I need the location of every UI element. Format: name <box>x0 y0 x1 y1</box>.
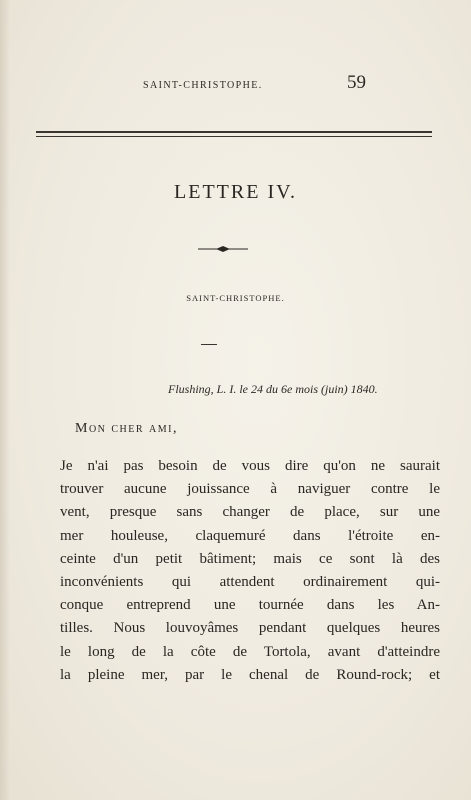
running-head: SAINT-CHRISTOPHE. <box>143 80 263 91</box>
body-paragraph <box>60 455 440 687</box>
letter-title: LETTRE IV. <box>174 181 297 203</box>
text-line: inconvénients qui attendent ordinairement qui- <box>60 574 440 591</box>
dateline: Flushing, L. I. le 24 du 6e mois (juin) 1840. <box>168 382 378 396</box>
section-heading: SAINT-CHRISTOPHE. <box>186 293 285 303</box>
text-line: trouver aucune jouissance à naviguer contre le <box>60 481 440 498</box>
short-divider <box>201 344 217 345</box>
page-gutter-shadow <box>0 0 10 800</box>
ornament-divider-icon <box>198 245 248 253</box>
salutation: Mon cher ami, <box>75 421 179 436</box>
page-number: 59 <box>347 72 366 93</box>
text-line: mer houleuse, claquemuré dans l'étroite en- <box>60 527 440 544</box>
text-line: la pleine mer, par le chenal de Round-rock; et <box>60 666 440 683</box>
text-line: ceinte d'un petit bâtiment; mais ce sont là des <box>60 550 440 567</box>
header-double-rule <box>36 131 432 137</box>
text-line: le long de la côte de Tortola, avant d'atteindre <box>60 643 440 660</box>
text-line: Je n'ai pas besoin de vous dire qu'on ne saurait <box>60 458 440 474</box>
text-line: conque entreprend une tournée dans les An- <box>60 597 440 614</box>
text-line: tilles. Nous louvoyâmes pendant quelques heures <box>60 620 440 637</box>
text-line: vent, presque sans changer de place, sur une <box>60 504 440 521</box>
